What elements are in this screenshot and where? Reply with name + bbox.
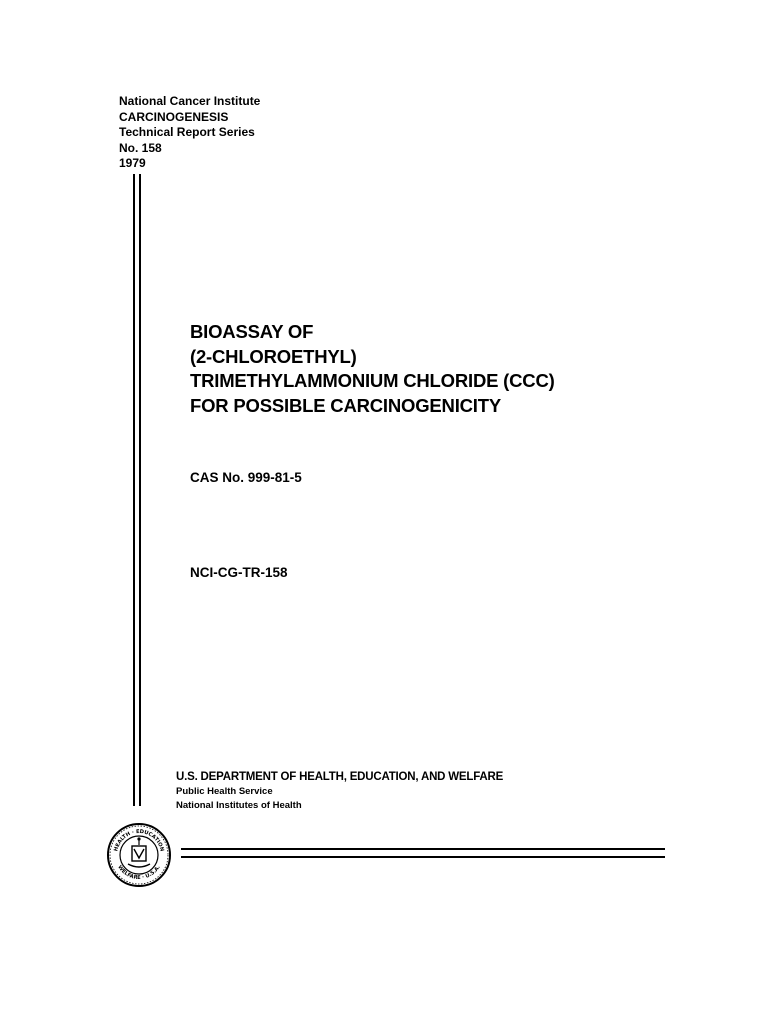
report-year: 1979: [119, 156, 146, 170]
title-line-3: TRIMETHYLAMMONIUM CHLORIDE (CCC): [190, 370, 555, 391]
title-line-2: (2-CHLOROETHYL): [190, 345, 357, 367]
series-header: [119, 94, 260, 172]
vertical-rule-right: [139, 174, 141, 806]
hew-seal-icon: [106, 822, 172, 888]
svg-text:HEALTH · EDUCATION: HEALTH · EDUCATION: [113, 828, 165, 853]
service-name: Public Health Service: [176, 786, 273, 797]
title-line-1: BIOASSAY OF: [190, 321, 314, 342]
horizontal-rule-top: [181, 848, 665, 850]
svg-text:WELFARE · U.S.A.: WELFARE · U.S.A.: [116, 864, 162, 882]
title-line-4: FOR POSSIBLE CARCINOGENICITY: [190, 394, 501, 416]
vertical-rule-left: [133, 174, 135, 806]
horizontal-rule-bottom: [181, 856, 665, 858]
report-title: [190, 320, 555, 418]
institutes-name: National Institutes of Health: [176, 800, 302, 811]
series-name: Technical Report Series: [119, 125, 255, 139]
cas-number: CAS No. 999-81-5: [190, 470, 302, 485]
report-id: NCI-CG-TR-158: [190, 565, 288, 580]
department-name: U.S. DEPARTMENT OF HEALTH, EDUCATION, AND WELFARE: [176, 771, 504, 783]
department-block: [176, 770, 503, 813]
program-name: CARCINOGENESIS: [119, 109, 229, 124]
report-number: No. 158: [119, 140, 162, 155]
institute-name: National Cancer Institute: [119, 94, 261, 108]
